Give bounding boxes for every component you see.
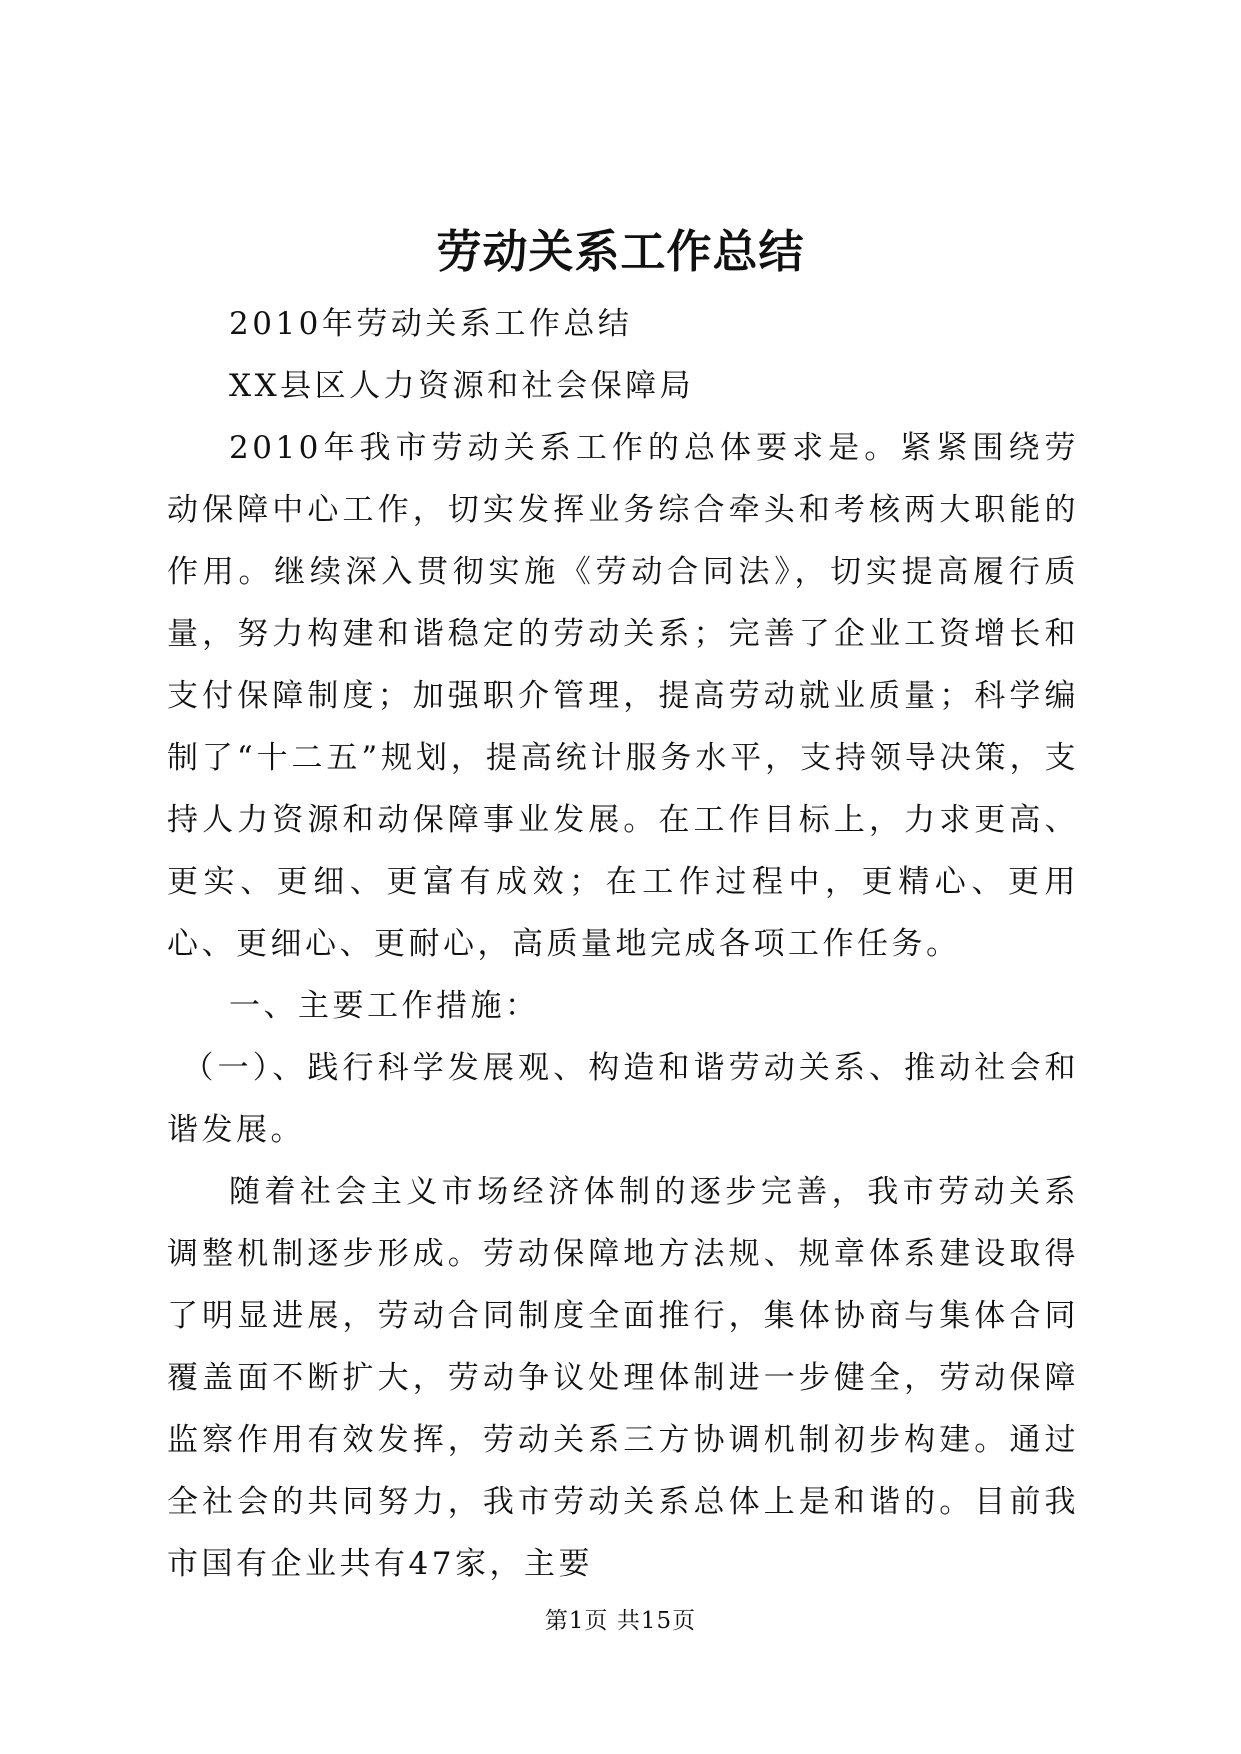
paragraph-issuer: XX县区人力资源和社会保障局 [229,368,695,404]
paragraph-body: 随着社会主义市场经济体制的逐步完善，我市劳动关系调整机制逐步形成。劳动保障地方法规、规章体系建设取得了明显进展，劳动合同制度全面推行，集体协商与集体合同覆盖面不断扩大，劳动争议处理体制进一步健全，劳动保障监察作用有效发挥，劳动关系三方协调机制初步构建。通过全社会的共同努力，我市劳动关系总体上是和谐的。目前我市国有企业共有47家，主要 [167,1174,1079,1582]
subsection-heading: （一）、践行科学发展观、构造和谐劳动关系、推动社会和谐发展。 [167,1050,1079,1148]
section-heading: 一、主要工作措施： [229,988,540,1024]
page-footer: 第1页 共15页 [544,1608,697,1634]
paragraph-overview: 2010年我市劳动关系工作的总体要求是。紧紧围绕劳动保障中心工作，切实发挥业务综合牵头和考核两大职能的作用。继续深入贯彻实施《劳动合同法》，切实提高履行质量，努力构建和谐稳定的劳动关系；完善了企业工资增长和支付保障制度；加强职介管理，提高劳动就业质量；科学编制了“十二五”规划，提高统计服务水平，支持领导决策，支持人力资源和动保障事业发展。在工作目标上，力求更高、更实、更细、更富有成效；在工作过程中，更精心、更用心、更细心、更耐心，高质量地完成各项工作任务。 [167,430,1079,962]
paragraph-subtitle: 2010年劳动关系工作总结 [229,306,633,342]
document-body [167,293,1079,1595]
document-title: 劳动关系工作总结 [436,225,805,278]
